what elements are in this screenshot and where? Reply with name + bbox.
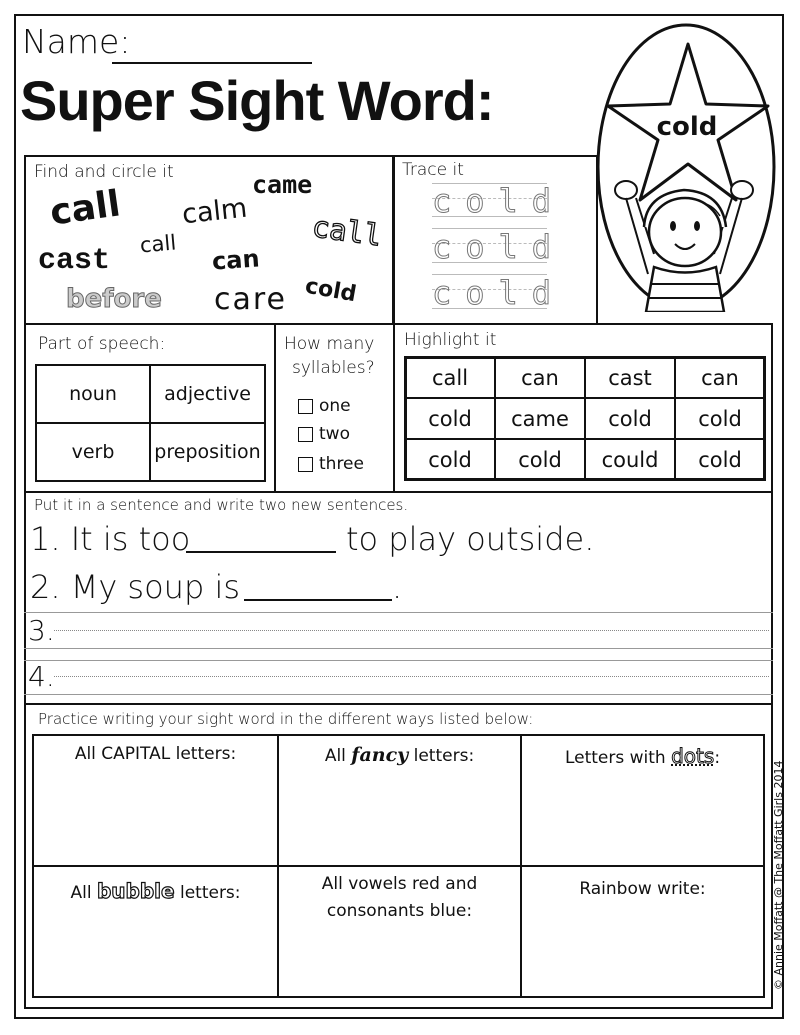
highlight-label: Highlight it [404,330,497,350]
syllable-option-label: three [319,454,364,474]
highlight-word[interactable]: can [494,356,586,399]
highlight-word[interactable]: came [494,397,586,440]
highlight-word[interactable]: cold [674,397,766,440]
highlight-word[interactable]: cold [404,438,496,481]
practice-fancy-label: All [324,746,352,766]
fancy-word: fancy [351,744,409,766]
name-label: Name: [22,22,131,61]
practice-dots[interactable] [520,734,765,867]
writing-guide [54,630,769,631]
pos-preposition[interactable]: preposition [149,422,266,482]
sentence-3-number: 3. [28,614,55,647]
writing-line[interactable] [24,694,773,695]
trace-word-3[interactable]: cold [432,274,566,312]
syllables-label-2: syllables? [292,358,375,378]
word-call-2[interactable]: call [309,209,384,253]
word-call-3[interactable]: call [139,230,178,258]
trace-word-1[interactable]: cold [432,182,566,220]
practice-bubble[interactable] [32,865,279,998]
word-call-1[interactable]: call [47,183,123,234]
word-cold[interactable]: cold [303,273,359,308]
sentence-2-prefix: 2. My soup is [30,568,240,606]
star-kid-icon [596,22,776,312]
writing-guide [54,676,769,677]
highlight-word[interactable]: can [674,356,766,399]
syllable-option-one[interactable] [298,396,351,416]
practice-capital[interactable] [32,734,279,867]
name-field[interactable] [112,62,312,64]
syllable-option-label: one [319,396,351,416]
highlight-word[interactable]: cast [584,356,676,399]
word-can[interactable]: can [211,244,261,276]
word-before[interactable]: before [66,284,162,314]
practice-vowels-label: All vowels red and consonants blue: [321,874,478,921]
syllables-label-1: How many [284,334,375,354]
practice-label: Practice writing your sight word in the different ways listed below: [38,710,534,728]
highlight-word[interactable]: cold [674,438,766,481]
find-circle-label: Find and circle it [34,162,174,182]
word-came[interactable]: came [252,170,313,199]
writing-line [24,612,773,613]
pos-noun[interactable]: noun [35,364,151,424]
checkbox[interactable] [298,427,313,442]
practice-fancy-label: letters: [408,746,475,766]
word-calm[interactable]: calm [180,192,249,231]
highlight-word[interactable]: cold [404,397,496,440]
trace-word-2[interactable]: cold [432,228,566,266]
highlight-grid-border [404,356,766,481]
syllable-option-two[interactable] [298,424,350,444]
highlight-word[interactable]: call [404,356,496,399]
sentence-label: Put it in a sentence and write two new sentences. [34,496,409,514]
syllable-option-label: two [319,424,350,444]
practice-rainbow-label: Rainbow write: [579,879,706,899]
sentence-1-blank[interactable] [186,551,336,553]
page-title: Super Sight Word: [20,69,494,132]
copyright-text: © Annie Moffatt @ The Moffatt Girls 2014 [772,760,785,990]
checkbox[interactable] [298,457,313,472]
practice-bubble-label: letters: [174,883,241,903]
checkbox[interactable] [298,399,313,414]
practice-bubble-label: All [70,883,97,903]
word-cast[interactable]: cast [38,244,111,278]
sentence-1-suffix: to play outside. [346,520,595,558]
sight-word: cold [656,112,718,142]
sentence-2-suffix: . [392,568,403,606]
sentence-1-prefix: 1. It is too [30,520,191,558]
word-care[interactable]: care [214,282,288,317]
bubble-word: bubble [96,879,175,903]
sentence-4-number: 4. [28,660,55,693]
practice-dots-label: : [714,748,721,768]
writing-line [24,648,773,649]
highlight-word[interactable]: could [584,438,676,481]
practice-capital-label: All CAPITAL letters: [74,744,237,764]
sight-word-illustration [596,22,776,312]
trace-label: Trace it [402,160,464,180]
practice-fancy[interactable] [277,734,522,867]
pos-adjective[interactable]: adjective [149,364,266,424]
practice-rainbow[interactable] [520,865,765,998]
practice-dots-label: Letters with [564,748,672,768]
practice-vowels[interactable] [277,865,522,998]
writing-line[interactable] [24,660,773,661]
part-of-speech-label: Part of speech: [38,334,166,354]
sentence-2-blank[interactable] [244,599,392,601]
syllable-option-three[interactable] [298,454,364,474]
pos-verb[interactable]: verb [35,422,151,482]
highlight-word[interactable]: cold [584,397,676,440]
highlight-word[interactable]: cold [494,438,586,481]
dots-word: dots [671,744,715,768]
